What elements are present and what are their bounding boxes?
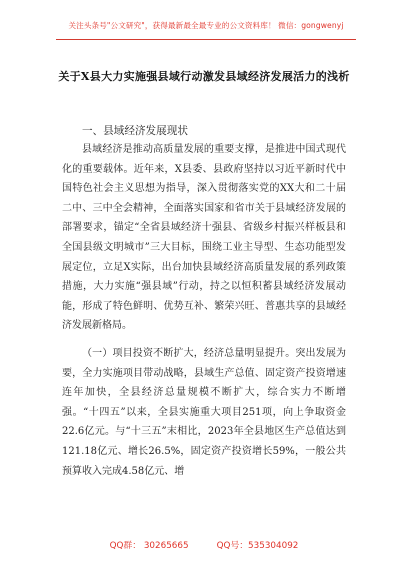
document-title: 关于X县大力实施强县域行动激发县域经济发展活力的浅析: [58, 70, 350, 83]
paragraph: 县域经济是推动高质量发展的重要支撑，是推进中国式现代化的重要载体。近年来，X县委、县政府坚持以习近平新时代中国特色社会主义思想为指导，深入贯彻落实党的XX大和二十届二中、三中全会精神，全面落实国家和省市关于县域经济发展的部署要求，锚定“全省县域经济十强县、省级乡村振兴样板县和全国县级文明城市”三大目标，围绕工业主导型、生态功能型发展定位，立足X实际，出台加快县域经济高质量发展的系列政策措施，大力实施“强县域”行动，持之以恒积蓄县域经济发展动能，形成了特色鲜明、优势互补、繁荣兴旺、普惠共享的县域经济发展新格局。: [62, 144, 346, 332]
section-heading: 一、县域经济发展现状: [82, 125, 188, 137]
footer-qq-number: QQ号：535304092: [216, 541, 299, 551]
header-divider: [56, 39, 356, 40]
paragraph: （一）项目投资不断扩大，经济总量明显提升。突出发展为要，全力实施项目带动战略，县域生产总值、固定资产投资增速连年加快，全县经济总量规模不断扩大，综合实力不断增强。“十四五”以来，全县实施重大项目251项，向上争取资金22.6亿元。与“十三五”末相比，2023年全县地区生产总值达到121.18亿元、增长26.5%，固定资产投资增长59%，一般公共预算收入完成4.58亿元、增: [62, 347, 346, 477]
header-banner: 关注头条号"公文研究"，获得最新最全最专业的公文资料库！ 微信：gongwenyj: [68, 21, 344, 30]
footer-qq-group: QQ群： 30265665: [109, 541, 189, 551]
document-body: [62, 140, 346, 481]
footer: [0, 538, 408, 551]
